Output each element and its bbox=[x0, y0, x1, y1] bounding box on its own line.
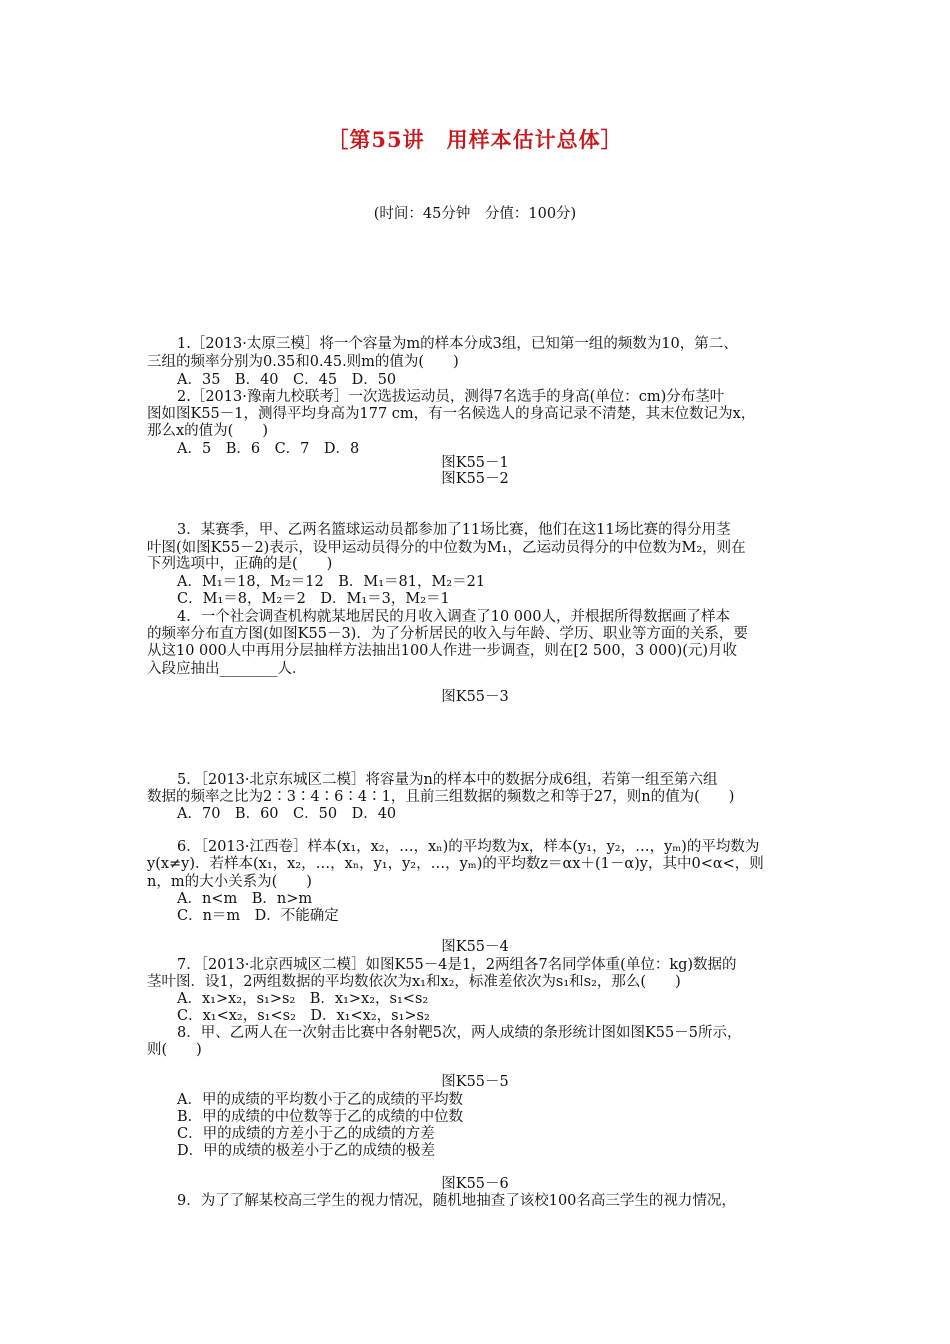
figure-caption-k55-5: 图K55－5 bbox=[441, 1074, 509, 1090]
q7-options-cd: C．x₁<x₂，s₁<s₂ D．x₁<x₂，s₁>s₂ bbox=[177, 1008, 430, 1024]
q3-line-3: 下列选项中，正确的是( ) bbox=[147, 556, 333, 572]
figure-caption-k55-3: 图K55－3 bbox=[441, 689, 509, 705]
q9-line-1: 9．为了了解某校高三学生的视力情况，随机地抽查了该校100名高三学生的视力情况， bbox=[177, 1193, 736, 1209]
page-title: ［第55讲 用样本估计总体］ bbox=[327, 127, 623, 152]
q8-option-b: B．甲的成绩的中位数等于乙的成绩的中位数 bbox=[177, 1109, 464, 1125]
q3-options-ab: A．M₁＝18，M₂＝12 B．M₁＝81，M₂＝21 bbox=[177, 574, 486, 590]
figure-caption-k55-6: 图K55－6 bbox=[441, 1176, 509, 1192]
q5-options: A．70 B．60 C．50 D．40 bbox=[177, 806, 397, 822]
q3-options-cd: C．M₁＝8，M₂＝2 D．M₁＝3，M₂＝1 bbox=[177, 591, 450, 607]
q6-options-ab: A．n<m B．n>m bbox=[177, 891, 313, 907]
q2-line-3: 那么x的值为( ) bbox=[147, 423, 268, 439]
q4-line-1: 4．一个社会调查机构就某地居民的月收入调查了10 000人，并根据所得数据画了样本 bbox=[177, 609, 730, 625]
q2-options: A．5 B．6 C．7 D．8 bbox=[177, 441, 360, 457]
q4-line-2: 的频率分布直方图(如图K55－3)．为了分析居民的收入与年龄、学历、职业等方面的关系，要 bbox=[147, 626, 748, 642]
q8-line-1: 8．甲、乙两人在一次射击比赛中各射靶5次，两人成绩的条形统计图如图K55－5所示， bbox=[177, 1025, 742, 1041]
q6-line-1: 6．［2013·江西卷］样本(x₁，x₂，…，xₙ)的平均数为x，样本(y₁，y₂，…，yₘ)的平均数为 bbox=[177, 839, 760, 855]
time-score-info: (时间：45分钟 分值：100分) bbox=[373, 206, 577, 222]
q6-line-3: n，m的大小关系为( ) bbox=[147, 874, 312, 890]
figure-caption-k55-2: 图K55－2 bbox=[441, 471, 509, 487]
q8-line-2: 则( ) bbox=[147, 1042, 202, 1058]
q1-options: A．35 B．40 C．45 D．50 bbox=[177, 372, 397, 388]
q2-line-2: 图如图K55－1，测得平均身高为177 cm，有一名候选人的身高记录不清楚，其末位数记为x， bbox=[147, 406, 756, 422]
q8-option-a: A．甲的成绩的平均数小于乙的成绩的平均数 bbox=[177, 1092, 463, 1108]
q6-line-2: y(x≠y)．若样本(x₁，x₂，…，xₙ，y₁，y₂，…，yₘ)的平均数z＝αx＋(1－α)y，其中0<α<，则 bbox=[147, 856, 764, 872]
q4-line-3: 从这10 000人中再用分层抽样方法抽出100人作进一步调查，则在[2 500，3 000)(元)月收 bbox=[147, 643, 738, 659]
q5-line-1: 5．［2013·北京东城区二模］将容量为n的样本中的数据分成6组，若第一组至第六组 bbox=[177, 772, 718, 788]
q8-option-c: C．甲的成绩的方差小于乙的成绩的方差 bbox=[177, 1126, 435, 1142]
q7-line-2: 茎叶图．设1，2两组数据的平均数依次为x₁和x₂，标准差依次为s₁和s₂，那么( ) bbox=[147, 974, 681, 990]
q6-options-cd: C．n＝m D．不能确定 bbox=[177, 908, 339, 924]
figure-caption-k55-4: 图K55－4 bbox=[441, 939, 509, 955]
q2-line-1: 2.［2013·豫南九校联考］一次选拔运动员，测得7名选手的身高(单位：cm)分布茎叶 bbox=[177, 389, 725, 405]
q7-line-1: 7．［2013·北京西城区二模］如图K55－4是1，2两组各7名同学体重(单位：kg)数据的 bbox=[177, 957, 737, 973]
q5-line-2: 数据的频率之比为2∶3∶4∶6∶4∶1，且前三组数据的频数之和等于27，则n的值为( ) bbox=[147, 789, 735, 805]
q3-line-1: 3．某赛季，甲、乙两名篮球运动员都参加了11场比赛，他们在这11场比赛的得分用茎 bbox=[177, 522, 731, 538]
q8-option-d: D．甲的成绩的极差小于乙的成绩的极差 bbox=[177, 1143, 436, 1159]
q1-line-1: 1.［2013·太原三模］将一个容量为m的样本分成3组，已知第一组的频数为10，第二、 bbox=[177, 336, 738, 352]
q1-line-2: 三组的频率分别为0.35和0.45.则m的值为( ) bbox=[147, 354, 459, 370]
figure-caption-k55-1: 图K55－1 bbox=[441, 455, 509, 471]
q4-line-4: 入段应抽出________人． bbox=[147, 661, 307, 677]
q3-line-2: 叶图(如图K55－2)表示，设甲运动员得分的中位数为M₁，乙运动员得分的中位数为M₂，则在 bbox=[147, 540, 746, 556]
q7-options-ab: A．x₁>x₂，s₁>s₂ B．x₁>x₂，s₁<s₂ bbox=[177, 991, 429, 1007]
